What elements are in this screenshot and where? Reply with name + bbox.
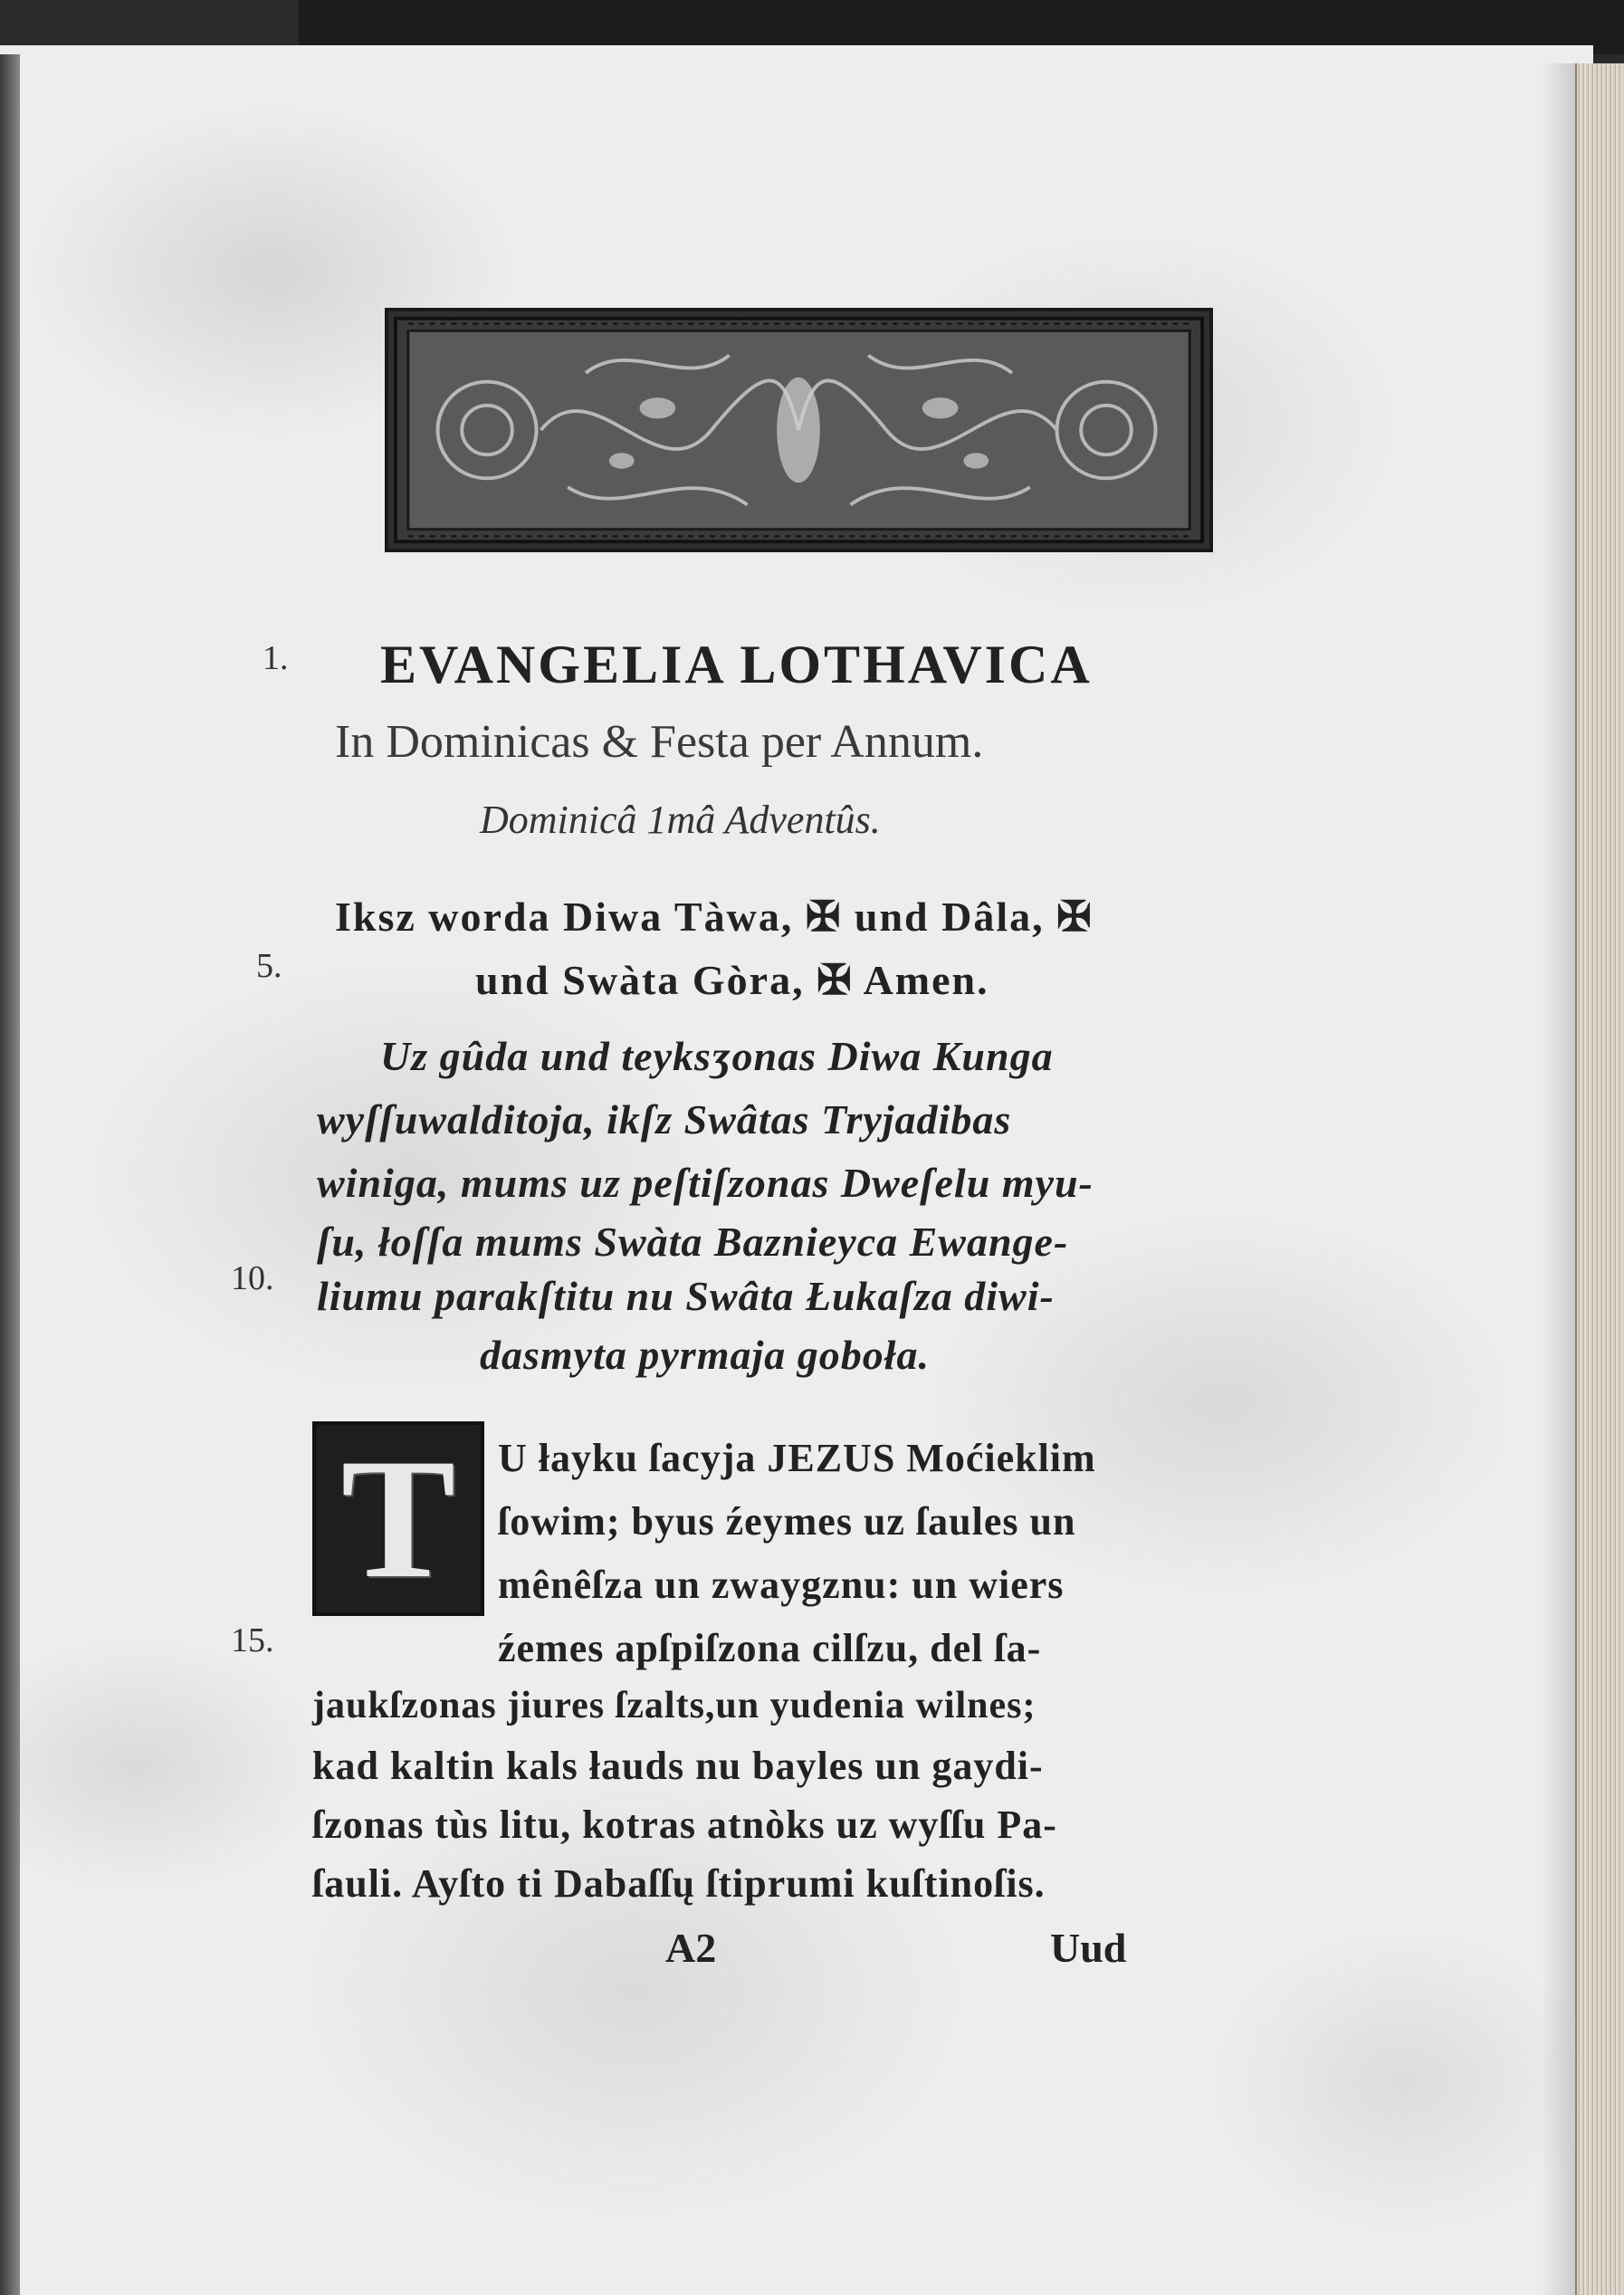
gospel-line: kad kaltin kals łauds nu bayles un gaydi- [312, 1744, 1044, 1788]
line-number: 5. [256, 947, 282, 985]
intro-line: winiga, mums uz peſtiſzonas Dweſelu myu- [317, 1160, 1094, 1206]
sunday-heading: Dominicâ 1mâ Adventûs. [480, 798, 881, 842]
gospel-line: mênêſza un zwaygznu: un wiers [498, 1563, 1065, 1607]
line-number: 15. [231, 1621, 274, 1659]
intro-line: Uz gûda und teyksʒonas Diwa Kunga [380, 1033, 1054, 1079]
page-edge-shadow [1541, 63, 1577, 2295]
intro-line: dasmyta pyrmaja goboła. [480, 1332, 931, 1378]
gospel-line: ſzonas tùs litu, kotras atnòks uz wyſſu Pa- [312, 1803, 1057, 1847]
page-subtitle: In Dominicas & Festa per Annum. [335, 716, 984, 768]
invocation-line: und Swàta Gòra, ✠ Amen. [475, 957, 989, 1003]
gospel-line: ſowim; byus źeymes uz ſaules un [498, 1499, 1076, 1544]
catchword: Uud [1050, 1925, 1127, 1971]
intro-line: wyſſuwalditoja, ikſz Swâtas Tryjadibas [317, 1096, 1012, 1143]
gospel-line: źemes apſpiſzona cilſzu, del ſa- [498, 1626, 1042, 1670]
intro-line: ſu, łoſſa mums Swàta Baznieyca Ewange- [317, 1219, 1069, 1265]
ornamental-headpiece [385, 308, 1213, 552]
gospel-line: U łayku ſacyja JEZUS Moćieklim [498, 1436, 1096, 1480]
page-stack-edge [1575, 63, 1624, 2295]
intro-line: liumu parakſtitu nu Swâta Łukaſza diwi- [317, 1273, 1055, 1319]
page-title: EVANGELIA LOTHAVICA [380, 635, 1093, 694]
drop-cap-initial [312, 1421, 484, 1616]
invocation-line: Iksz worda Diwa Tàwa, ✠ und Dâla, ✠ [335, 894, 1094, 940]
book-spine [0, 54, 20, 2295]
line-number: 1. [263, 639, 289, 677]
floral-ornament-icon [388, 311, 1209, 549]
signature-mark: A2 [665, 1925, 717, 1971]
line-number: 10. [231, 1259, 274, 1297]
gospel-line: jaukſzonas jiures ſzalts,un yudenia wilnes; [312, 1685, 1036, 1726]
gospel-line: ſauli. Ayſto ti Dabaſſų ſtiprumi kuſtinoſis. [312, 1861, 1046, 1906]
drop-cap-letter: T [340, 1423, 456, 1614]
